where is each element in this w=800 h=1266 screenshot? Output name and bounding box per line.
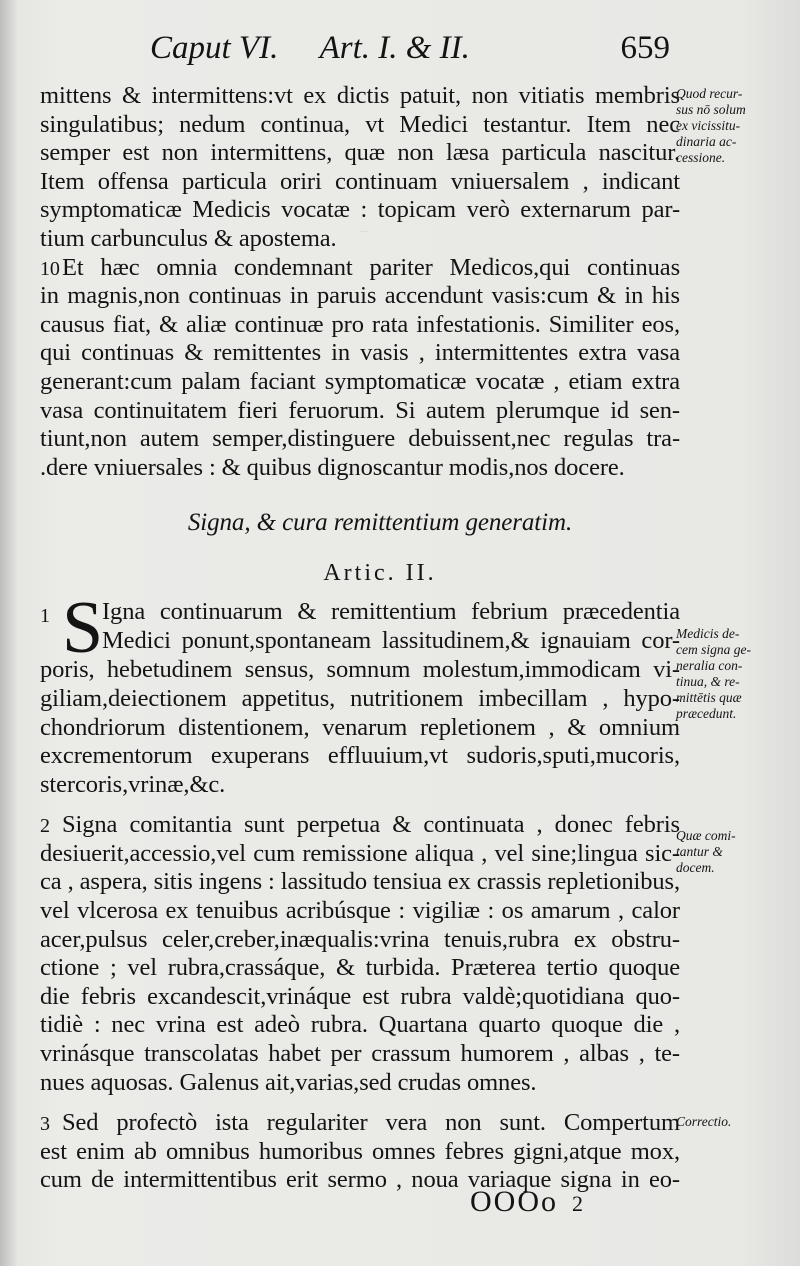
signature-leaf-number: 2 <box>572 1191 585 1216</box>
text-line: causus fiat, & aliæ continuæ pro rata infestationis. Similiter eos, <box>40 310 680 338</box>
margin-note-2 <box>676 626 796 722</box>
paragraph-1-continued <box>40 656 680 799</box>
text-line: excrementorum exuperans effluuium,vt sudoris,sputi,mucoris, <box>40 742 680 770</box>
margin-line: mittētis quæ <box>676 690 742 705</box>
margin-line: Quæ comi- <box>676 828 736 843</box>
header-chapter-text: Caput VI. <box>150 30 279 66</box>
text-line: ca , aspera, sitis ingens : lassitudo tensiua ex crassis repletionibus, <box>40 868 680 896</box>
text-line: Item offensa particula oriri continuam vniuersalem , indicant <box>40 167 680 195</box>
paragraph-number: 10 <box>40 257 60 280</box>
text-line: generant:cum palam faciant symptomaticæ vocatæ , etiam extra <box>40 367 680 395</box>
text-line: mittens & intermittens:vt ex dictis patuit, non vitiatis membris <box>40 82 680 109</box>
margin-line: docem. <box>676 860 715 875</box>
text-line: Igna continuarum & remittentium febrium præcedentia <box>102 598 680 626</box>
text-line: nues aquosas. Galenus ait,varias,sed crudas omnes. <box>40 1068 537 1096</box>
text-line: est enim ab omnibus humoribus omnes febres gigni,atque mox, <box>40 1137 680 1165</box>
text-line: giliam,deiectionem appetitus, nutritionem imbecillam , hypo- <box>40 684 680 712</box>
paragraph-top <box>40 82 680 254</box>
text-line: tidiè : nec vrina est adeò rubra. Quartana quarto quoque die , <box>40 1011 680 1039</box>
paragraph-3 <box>40 1109 680 1195</box>
text-line: cum de intermittentibus erit sermo , noua variaque signa in eo- <box>40 1166 680 1194</box>
text-line: symptomaticæ Medicis vocatæ : topicam verò externarum par- <box>40 196 680 224</box>
bleed-through-text: ... <box>360 223 369 235</box>
paragraph-number: 1 <box>40 605 50 628</box>
margin-line: sus nō solum <box>676 102 746 117</box>
margin-note-3 <box>676 828 796 876</box>
drop-cap: S <box>62 587 104 670</box>
margin-line: ex vicissitu- <box>676 118 741 133</box>
margin-note-1 <box>676 86 796 166</box>
text-line: ctione ; vel rubra,crassáque, & turbida. Præterea tertio quoque <box>40 954 680 982</box>
paragraph-2 <box>40 811 680 1097</box>
header-article-text: Art. I. & II. <box>319 30 470 66</box>
text-line: chondriorum distentionem, venarum repletionem , & omnium <box>40 713 680 741</box>
text-line: desiuerit,accessio,vel cum remissione aliqua , vel sine;lingua sic- <box>40 839 680 867</box>
main-text <box>40 82 680 1195</box>
margin-line: Quod recur- <box>676 86 743 101</box>
text-line: vasa continuitatem fieri feruorum. Si autem plerumque id sen- <box>40 396 680 424</box>
text-line <box>40 254 680 283</box>
signature-letters: OOOo <box>470 1185 558 1218</box>
text-line: in magnis,non continuas in paruis accendunt vasis:cum & in his <box>40 282 680 310</box>
margin-note-4 <box>676 1114 796 1130</box>
text-line: stercoris,vrinæ,&c. <box>40 770 226 798</box>
text-span: Et hæc omnia condemnant pariter Medicos,qui continuas <box>62 253 680 281</box>
text-line: tiunt,non autem semper,distinguere debuissent,nec regulas tra- <box>40 425 680 453</box>
text-line: singulatibus; nedum continua, vt Medici testantur. Item nec <box>40 110 680 138</box>
margin-line: tantur & <box>676 844 723 859</box>
text-line: tium carbunculus & apostema. <box>40 224 337 252</box>
margin-line: neralia con- <box>676 658 743 673</box>
text-line <box>40 811 680 840</box>
text-span: Signa comitantia sunt perpetua & continuata , donec febris <box>62 811 680 839</box>
article-heading: Artic. II. <box>323 560 437 587</box>
text-line: vel vlcerosa ex tenuibus acribúsque : vigiliæ : os amarum , calor <box>40 897 680 925</box>
drop-cap-lines <box>102 598 680 656</box>
text-line: .dere vniuersales : & quibus dignoscantur modis,nos docere. <box>40 453 625 481</box>
margin-line: Correctio. <box>676 1114 732 1129</box>
text-line: semper est non intermittens, quæ non læsa particula nascitur. <box>40 139 680 167</box>
text-span: Sed profectò ista regulariter vera non sunt. Compertum <box>62 1109 680 1137</box>
text-line: poris, hebetudinem sensus, somnum molestum,immodicam vi- <box>40 656 680 684</box>
header-chapter <box>150 30 470 67</box>
margin-line: præcedunt. <box>676 706 737 721</box>
paragraph-10 <box>40 254 680 483</box>
text-line <box>40 1109 680 1138</box>
text-line: acer,pulsus celer,creber,inæqualis:vrina tenuis,rubra ex obstru- <box>40 925 680 953</box>
margin-line: dinaria ac- <box>676 134 737 149</box>
paragraph-number: 2 <box>40 815 50 838</box>
running-header <box>150 30 670 74</box>
page-number: 659 <box>620 30 670 66</box>
margin-line: cessione. <box>676 150 726 165</box>
paragraph-number: 3 <box>40 1113 50 1136</box>
text-line: vrinásque transcolatas habet per crassum humorem , albas , te- <box>40 1040 680 1068</box>
margin-line: tinua, & re- <box>676 674 740 689</box>
text-line: die febris excandescit,vrináque est rubra valdè;quotidiana quo- <box>40 982 680 1010</box>
margin-line: cem signa ge- <box>676 642 751 657</box>
signature-mark <box>470 1185 585 1219</box>
margin-line: Medicis de- <box>676 626 740 641</box>
section-heading: Signa, & cura remittentium generatim. <box>187 509 573 537</box>
text-line: Medici ponunt,spontaneam lassitudinem,& ignauiam cor- <box>102 626 680 654</box>
text-line: qui continuas & remittentes in vasis , intermittentes extra vasa <box>40 339 680 367</box>
